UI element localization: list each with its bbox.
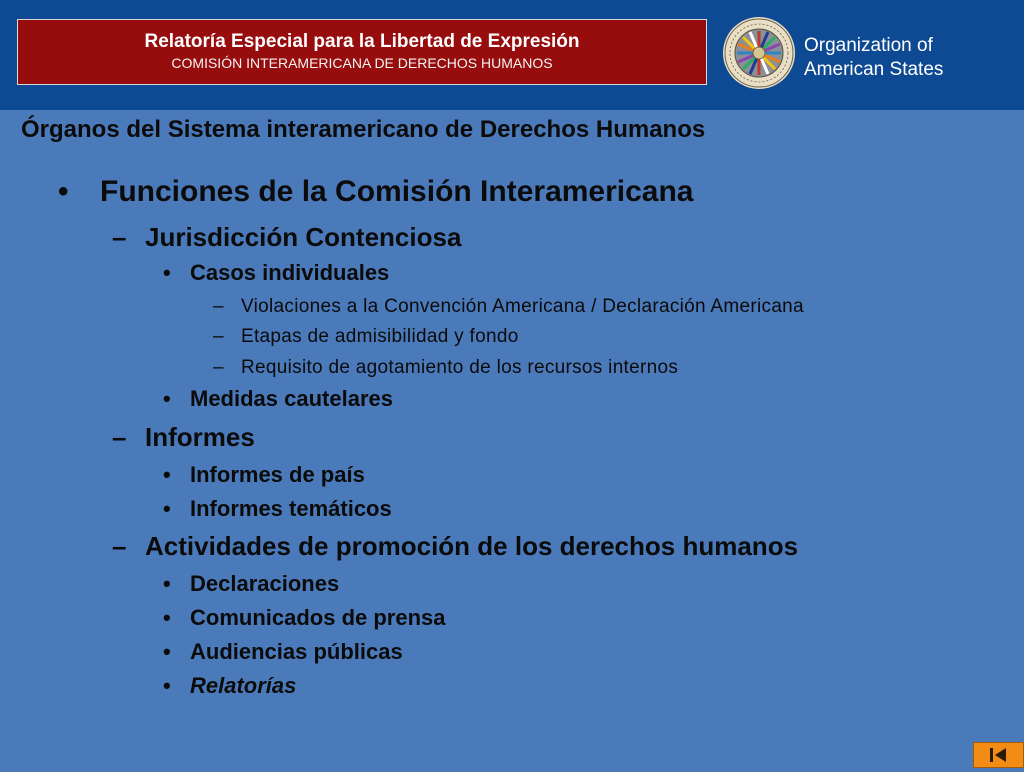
outline-item-jurisdiction	[112, 222, 461, 253]
outline-item-reports	[112, 422, 255, 453]
dash-marker: –	[213, 326, 224, 347]
bullet-marker: •	[163, 639, 171, 664]
outline-text: Informes	[145, 422, 255, 452]
outline-text: Informes de país	[190, 462, 365, 487]
bullet-marker: •	[163, 673, 171, 698]
header-title-box	[17, 19, 707, 85]
dash-marker: –	[112, 422, 127, 452]
outline-text: Medidas cautelares	[190, 386, 393, 411]
dash-marker: –	[213, 296, 224, 317]
dash-marker: –	[112, 531, 127, 561]
outline-text: Audiencias públicas	[190, 639, 403, 664]
oas-logo	[712, 12, 964, 98]
outline-item-stages	[213, 326, 519, 348]
bullet-marker: •	[163, 386, 171, 411]
outline-text: Relatorías	[190, 673, 297, 698]
header-title: Relatoría Especial para la Libertad de Expresión	[144, 31, 580, 52]
bullet-marker: •	[163, 496, 171, 521]
outline-text: Casos individuales	[190, 260, 390, 285]
dash-marker: –	[112, 222, 127, 252]
section-title: Órganos del Sistema interamericano de Derechos Humanos	[21, 116, 706, 143]
oas-name-line2: American States	[804, 59, 944, 80]
outline-text: Requisito de agotamiento de los recursos internos	[241, 357, 679, 378]
oas-name-line1: Organization of	[804, 35, 933, 56]
outline-text: Declaraciones	[190, 571, 340, 596]
bullet-marker: •	[58, 175, 69, 208]
bullet-marker: •	[163, 260, 171, 285]
outline-item-promotion	[112, 531, 798, 562]
bullet-marker: •	[163, 462, 171, 487]
outline-text: Actividades de promoción de los derechos humanos	[145, 531, 799, 561]
outline-item-requirement	[213, 357, 678, 379]
dash-marker: –	[213, 357, 224, 378]
outline-item-country-reports	[163, 462, 365, 488]
bullet-marker: •	[163, 571, 171, 596]
outline-text: Jurisdicción Contenciosa	[145, 222, 462, 252]
oas-seal-icon	[722, 16, 796, 90]
outline-item-functions	[58, 175, 694, 209]
outline-text: Etapas de admisibilidad y fondo	[241, 326, 519, 347]
outline-text: Informes temáticos	[190, 496, 392, 521]
skip-to-start-button[interactable]	[973, 742, 1024, 768]
oas-name	[804, 34, 943, 82]
skip-to-start-icon	[974, 743, 1023, 767]
outline-text: Comunicados de prensa	[190, 605, 446, 630]
outline-item-violations	[213, 296, 804, 318]
outline-text: Violaciones a la Convención Americana / Declaración Americana	[241, 296, 804, 317]
outline-item-press	[163, 605, 446, 631]
outline-text: Funciones de la Comisión Interamericana	[100, 175, 694, 208]
outline-item-measures	[163, 386, 393, 412]
outline-item-thematic-reports	[163, 496, 392, 522]
outline-item-declarations	[163, 571, 339, 597]
bullet-marker: •	[163, 605, 171, 630]
header-subtitle: COMISIÓN INTERAMERICANA DE DERECHOS HUMANOS	[171, 55, 553, 71]
outline-item-hearings	[163, 639, 403, 665]
outline-item-rapporteurships	[163, 673, 296, 699]
outline-item-cases	[163, 260, 389, 286]
